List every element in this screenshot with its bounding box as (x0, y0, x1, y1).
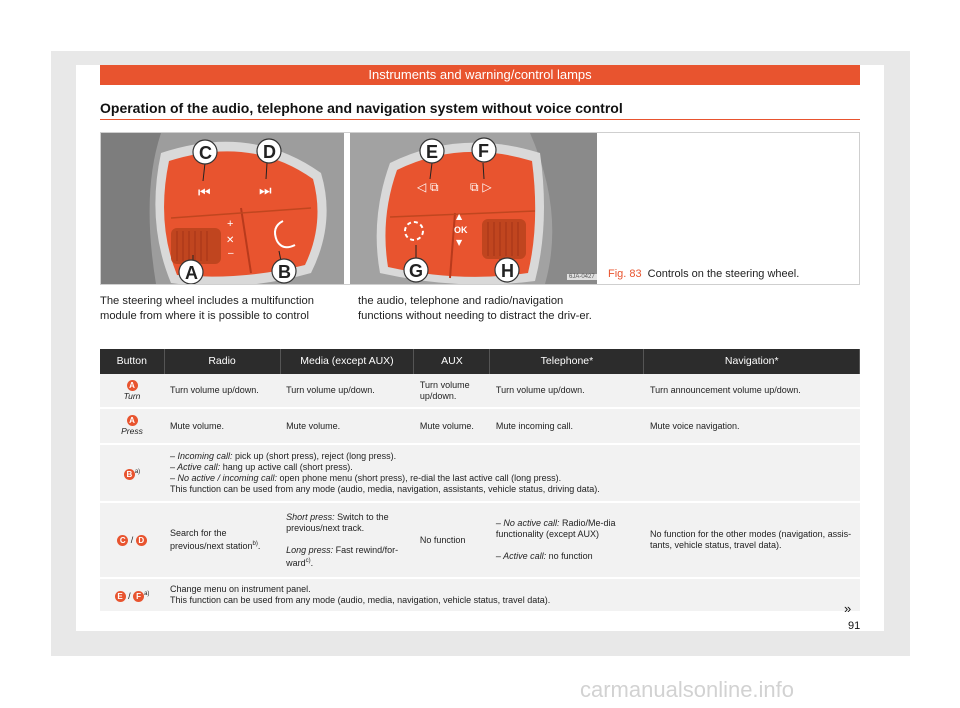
cell-media: Mute volume. (280, 408, 414, 444)
svg-text:⧉ ▷: ⧉ ▷ (470, 180, 492, 194)
chapter-header: Instruments and warning/control lamps (100, 65, 860, 85)
col-header-aux: AUX (414, 349, 490, 374)
table-row (100, 502, 860, 578)
cell-media (280, 502, 414, 578)
table-row (100, 408, 860, 444)
col-header-media: Media (except AUX) (280, 349, 414, 374)
line-label: – No active / incoming call: (170, 473, 278, 483)
line-text: no function (546, 551, 593, 561)
svg-text:+: + (227, 218, 234, 230)
title-divider (100, 119, 860, 120)
cell-all-modes (164, 578, 860, 612)
line-text: Switch to the previous/next track. (286, 511, 389, 533)
cell-all-modes (164, 444, 860, 502)
figure-code: 6JA-0427 (569, 274, 595, 280)
cell-telephone: Turn volume up/down. (490, 374, 644, 408)
table-header-row (100, 349, 860, 374)
callout-b: B (278, 262, 291, 282)
cell-telephone: Mute incoming call. (490, 408, 644, 444)
callout-e: E (426, 142, 439, 162)
svg-text:–: – (228, 248, 234, 259)
ok-label: OK (454, 225, 468, 235)
controls-table (100, 349, 860, 613)
line-label: – Active call: (170, 462, 221, 472)
steering-controls-left-photo (101, 133, 344, 284)
line-label: Short press: (286, 511, 335, 522)
key-badge-a: A (127, 415, 138, 426)
col-header-telephone: Telephone* (490, 349, 644, 374)
table-row (100, 444, 860, 502)
steering-controls-right-photo (350, 133, 597, 284)
col-header-radio: Radio (164, 349, 280, 374)
svg-text:◁ ⧉: ◁ ⧉ (417, 180, 439, 194)
cell-media: Turn volume up/down. (280, 374, 414, 408)
line-text: hang up active call (short press). (220, 462, 353, 472)
callout-g: G (409, 261, 424, 281)
intro-paragraph-2: the audio, telephone and radio/navigation functions without needing to distract the driv-er. (358, 295, 592, 322)
line-text: Change menu on instrument panel. (170, 584, 311, 594)
line-text: pick up (short press), reject (long press). (232, 451, 397, 461)
footnote-ref: a) (134, 468, 141, 475)
line-text: Fast rewind/for-ward (286, 544, 399, 568)
footnote-ref: a) (144, 590, 150, 597)
svg-text:▲: ▲ (456, 212, 463, 221)
svg-text:✕: ✕ (226, 235, 235, 246)
button-cell (100, 444, 164, 502)
button-cell (100, 408, 164, 444)
line-text: This function can be used from any mode (audio, media, navigation, vehicle status, travel data). (170, 595, 551, 605)
figure-caption (608, 268, 799, 280)
separator: / (130, 534, 134, 545)
section-title: Operation of the audio, telephone and navigation system without voice control (100, 100, 623, 116)
line-label: – Active call: (495, 551, 547, 561)
figure-caption-text: Controls on the steering wheel. (647, 268, 800, 280)
key-badge-f: F (133, 591, 144, 602)
cell-radio: Search for the previous/next station$^{b)}$. (164, 502, 280, 578)
key-badge-e: E (115, 591, 126, 602)
line-text: This function can be used from any mode (audio, media, navigation, assistants, vehicle status, driving data). (170, 484, 600, 494)
line-text: . (310, 557, 314, 568)
button-cell (100, 502, 164, 578)
button-cell (100, 374, 164, 408)
action-label: Press (121, 426, 143, 436)
footnote-ref: b) (252, 541, 258, 547)
table-row (100, 374, 860, 408)
key-badge-d: D (136, 535, 147, 546)
callout-a: A (185, 263, 198, 283)
button-cell (100, 578, 164, 612)
svg-text:⏮: ⏮ (198, 185, 211, 201)
key-badge-c: C (117, 535, 128, 546)
footnote-ref: c) (305, 557, 311, 564)
line-text: open phone menu (short press), re-dial the last active call (long press). (277, 473, 562, 483)
cell-radio: Mute volume. (164, 408, 280, 444)
cell-navigation: Mute voice navigation. (644, 408, 860, 444)
key-badge-b: B (124, 469, 135, 480)
cell-radio: Turn volume up/down. (164, 374, 280, 408)
callout-f: F (478, 141, 489, 161)
cell-aux: Turn volume up/down. (414, 374, 490, 408)
line-label: – No active call: (495, 518, 560, 528)
line-text: Radio/Me-dia functionality (except AUX) (495, 518, 616, 539)
page-number: 91 (848, 620, 861, 632)
callout-d: D (263, 142, 276, 162)
separator: / (128, 590, 131, 601)
watermark: carmanualsonline.info (580, 677, 795, 702)
cell-text: Search for the previous/next station (170, 528, 253, 551)
figure-number: Fig. 83 (608, 268, 642, 280)
action-label: Turn (123, 390, 141, 401)
callout-c: C (199, 143, 212, 163)
callout-h: H (501, 261, 514, 281)
key-badge-a: A (127, 380, 138, 391)
cell-navigation: No function for the other modes (navigation, assis-tants, vehicle status, travel data). (644, 502, 860, 578)
table-row (100, 578, 860, 612)
cell-aux: No function (414, 502, 490, 578)
continued-marker: » (844, 601, 852, 616)
intro-paragraph-1: The steering wheel includes a multifunction module from where it is possible to control (100, 295, 314, 322)
col-header-button: Button (100, 349, 164, 374)
svg-text:⏭: ⏭ (259, 183, 272, 199)
cell-aux: Mute volume. (414, 408, 490, 444)
cell-navigation: Turn announcement volume up/down. (644, 374, 860, 408)
cell-telephone (490, 502, 644, 578)
line-label: – Incoming call: (170, 451, 233, 461)
col-header-navigation: Navigation* (644, 349, 860, 374)
svg-text:▼: ▼ (456, 238, 463, 247)
line-label: Long press: (286, 544, 334, 555)
